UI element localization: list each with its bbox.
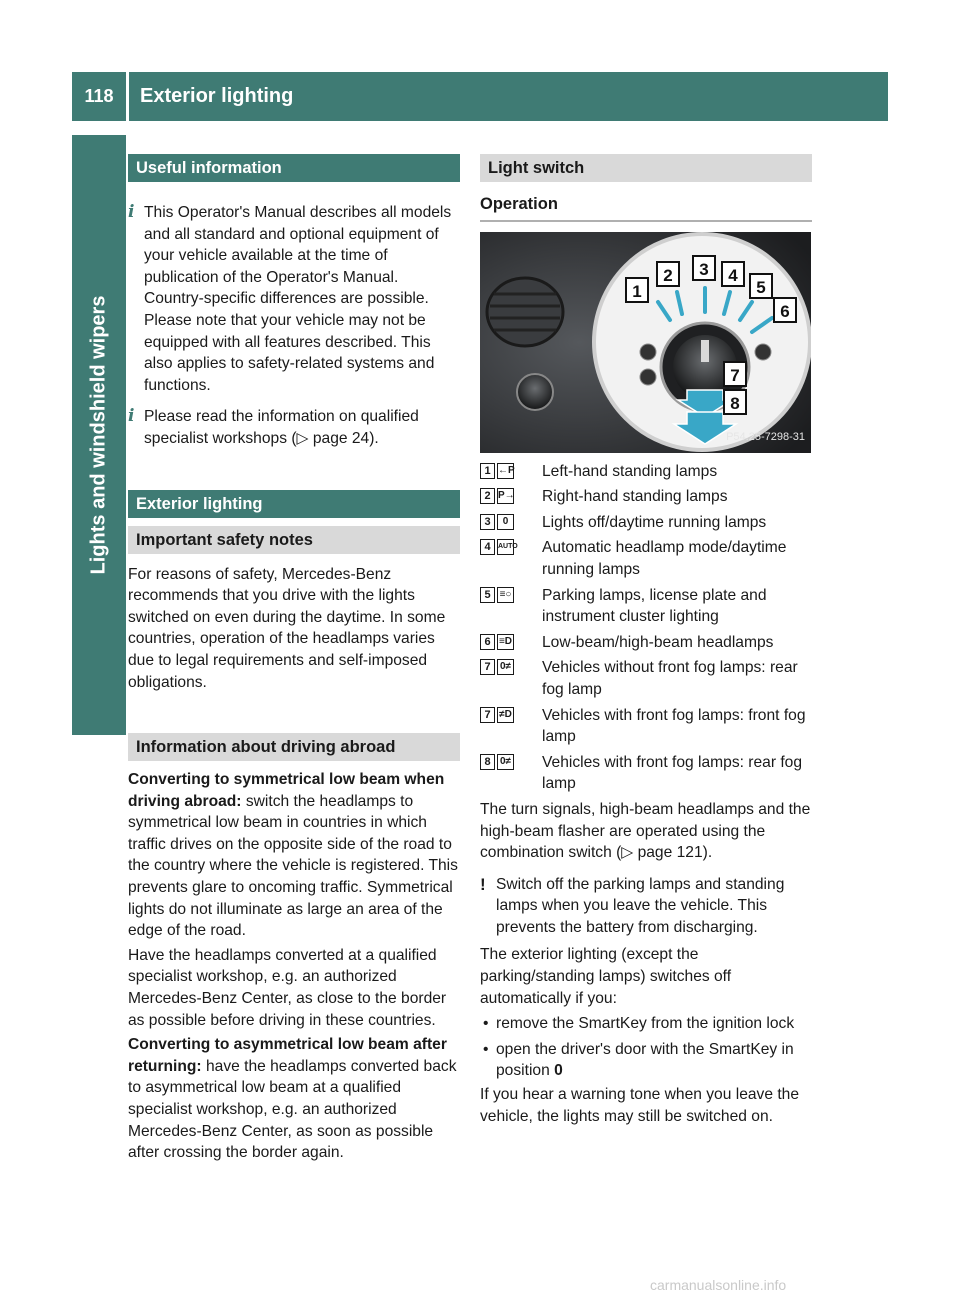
info-note-2-text: Please read the information on qualified specialist workshops (▷ page 24).	[144, 408, 419, 447]
bullet-item-1-text: remove the SmartKey from the ignition lock	[496, 1015, 795, 1033]
watermark: carmanualsonline.info	[650, 1277, 787, 1293]
legend-row	[480, 585, 812, 628]
info-icon: i	[128, 202, 135, 222]
bullet-item-2-bold: 0	[554, 1062, 563, 1080]
header-divider	[126, 72, 129, 121]
callout-2: 2	[663, 265, 673, 285]
exterior-lighting-heading: Exterior lighting	[128, 490, 460, 518]
legend-key	[480, 634, 514, 650]
side-tab-label: Lights and windshield wipers	[87, 295, 110, 575]
bullet-marker: •	[483, 1015, 489, 1033]
callout-5: 5	[756, 277, 766, 297]
legend-row	[480, 537, 812, 580]
abroad-p3-text: have the headlamps converted back to asymmetrical low beam at a qualified specialist workshop, e.g. an authorized Mercedes-Benz Center, as soon as possible after crossing the border again.	[128, 1057, 457, 1162]
legend-key	[480, 539, 518, 555]
info-icon: i	[128, 406, 135, 427]
legend-row	[480, 752, 812, 795]
legend-text: Low-beam/high-beam headlamps	[542, 633, 774, 651]
operation-title: Operation	[480, 194, 812, 222]
bullet-item-2-text	[496, 1039, 812, 1082]
legend-symbol-icon: AUTO	[497, 539, 514, 555]
light-switch-figure	[480, 232, 811, 453]
bullet-item-2-text-main: open the driver's door with the SmartKey in position	[496, 1040, 794, 1080]
legend-symbol-icon: 0	[497, 514, 514, 530]
legend-number: 1	[480, 463, 495, 479]
callout-8: 8	[730, 393, 740, 413]
legend-text: Automatic headlamp mode/daytime running lamps	[542, 539, 787, 578]
legend-number: 8	[480, 754, 495, 770]
warning-text: Switch off the parking lamps and standing lamps when you leave the vehicle. This prevents the battery from discharging.	[496, 875, 785, 936]
legend-text: Vehicles with front fog lamps: rear fog lamp	[542, 753, 803, 793]
side-tab-label-wrap	[72, 135, 126, 735]
abroad-paragraph-1	[128, 769, 460, 942]
bullet-item-2	[480, 1039, 812, 1082]
legend-text: Vehicles with front fog lamps: front fog lamp	[542, 706, 806, 746]
legend-number: 4	[480, 539, 495, 555]
legend-number: 2	[480, 488, 495, 504]
page-title: Exterior lighting	[140, 85, 294, 107]
figure-code: P54.25-7298-31	[726, 431, 805, 443]
legend-row	[480, 705, 812, 748]
side-button-1	[640, 344, 656, 360]
legend-number: 5	[480, 587, 495, 603]
bullet-marker: •	[483, 1040, 489, 1058]
legend-text: Parking lamps, license plate and instrument cluster lighting	[542, 586, 767, 626]
info-note-1-text: This Operator's Manual describes all models and all standard and optional equipment of your vehicle available at the time of publication of the Operator's Manual. Country-specific differences are possible. Please note that your vehicle may not be equipped with all features described. This also applies to safety-related systems and functions.	[144, 204, 452, 394]
legend-row	[480, 461, 812, 483]
legend-symbol-icon: ≡D	[497, 634, 514, 650]
knob-indicator	[701, 340, 709, 362]
legend-text: Right-hand standing lamps	[542, 488, 728, 506]
useful-info-heading: Useful information	[128, 154, 460, 182]
abroad-paragraph-2: Have the headlamps converted at a qualified specialist workshop, e.g. an authorized Mercedes-Benz Center, as close to the border as possible before driving in these countries.	[128, 946, 447, 1029]
legend-number: 7	[480, 707, 495, 723]
auto-off-intro: The exterior lighting (except the parking/standing lamps) switches off automatically if you:	[480, 946, 732, 1007]
legend-key	[480, 587, 514, 603]
info-note-1	[128, 202, 460, 396]
page-number: 118	[84, 86, 114, 106]
legend-key	[480, 659, 514, 675]
safety-notes-heading: Important safety notes	[128, 526, 460, 554]
legend-symbol-icon: P→	[497, 488, 514, 504]
abroad-p1-bold: Converting to symmetrical low beam when driving abroad:	[128, 771, 445, 810]
final-text: If you hear a warning tone when you leave the vehicle, the lights may still be switched on.	[480, 1086, 800, 1125]
callout-3: 3	[699, 259, 709, 279]
abroad-paragraph-3	[128, 1034, 460, 1164]
legend-row	[480, 512, 812, 534]
legend-key	[480, 514, 514, 530]
side-button-2	[640, 369, 656, 385]
right-column	[480, 154, 812, 1127]
bullet-item-1	[480, 1013, 812, 1035]
legend-row	[480, 486, 812, 508]
callout-6: 6	[780, 301, 790, 321]
legend-text: Lights off/daytime running lamps	[542, 513, 767, 531]
callout-7: 7	[730, 365, 740, 385]
legend-symbol-icon: 0≠	[497, 754, 514, 770]
light-switch-illustration	[480, 232, 811, 453]
warning-icon: !	[480, 874, 486, 894]
legend-symbol-icon: ≠D	[497, 707, 514, 723]
legend-number: 7	[480, 659, 495, 675]
legend-text: Left-hand standing lamps	[542, 462, 718, 480]
abroad-p3-bold: Converting to asymmetrical low beam after returning:	[128, 1036, 447, 1075]
light-switch-heading: Light switch	[480, 154, 812, 182]
legend-symbol-icon: ←P	[497, 463, 514, 479]
abroad-p1-text: switch the headlamps to symmetrical low beam in countries in which traffic drives on the opposite side of the road to the country where the vehicle is registered. This prevents glare to oncoming traffic. Symmetrical lights do not illuminate as large an area of the edge of the road.	[128, 792, 458, 940]
turn-signal-text: The turn signals, high-beam headlamps and the high-beam flasher are operated using the combination switch (▷ page 121).	[480, 800, 811, 862]
legend-key	[480, 463, 514, 479]
legend-symbol-icon: 0≠	[497, 659, 514, 675]
side-button-3	[755, 344, 771, 360]
legend-number: 3	[480, 514, 495, 530]
dash-light-knob	[517, 374, 553, 410]
legend-symbol-icon: ≡○	[497, 587, 514, 603]
warning-note	[480, 874, 812, 939]
legend-list	[480, 461, 812, 795]
legend-text: Vehicles without front fog lamps: rear fog lamp	[542, 659, 798, 698]
info-note-2	[128, 406, 460, 449]
safety-text: For reasons of safety, Mercedes-Benz recommends that you drive with the lights switched on even during the daytime. In some countries, operation of the headlamps varies due to legal requirements and self-imposed obligations.	[128, 565, 446, 691]
legend-key	[480, 754, 514, 770]
air-vent	[487, 278, 563, 346]
legend-number: 6	[480, 634, 495, 650]
abroad-heading: Information about driving abroad	[128, 733, 460, 761]
callout-4: 4	[728, 265, 738, 285]
legend-row	[480, 632, 812, 654]
legend-key	[480, 707, 514, 723]
callout-1: 1	[632, 281, 642, 301]
legend-key	[480, 488, 514, 504]
left-column	[128, 154, 460, 1164]
legend-row	[480, 657, 812, 700]
